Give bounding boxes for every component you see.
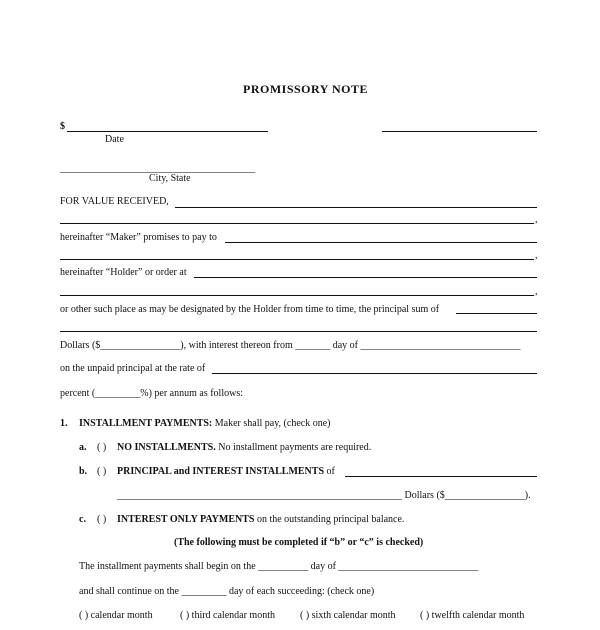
installment-payments-rest: Maker shall pay, (check one) bbox=[212, 418, 331, 429]
dollar-sign: $ bbox=[60, 121, 65, 132]
option-c-letter: c. bbox=[79, 514, 86, 525]
choice-calendar-month[interactable]: ( ) calendar month bbox=[79, 610, 153, 621]
rate-field[interactable] bbox=[212, 373, 537, 374]
date-label: Date bbox=[105, 134, 124, 145]
section-1-number: 1. bbox=[60, 418, 68, 429]
option-b-dollars-line: _________________________________________________________ Dollars ($________________). bbox=[117, 490, 531, 501]
comma-mark: , bbox=[535, 250, 538, 261]
installment-payments-bold: INSTALLMENT PAYMENTS: bbox=[79, 418, 213, 429]
option-b-letter: b. bbox=[79, 466, 88, 477]
percent-text: percent (_________%) per annum as follows: bbox=[60, 388, 244, 399]
unpaid-principal-text: on the unpaid principal at the rate of bbox=[60, 363, 206, 374]
comma-mark: , bbox=[535, 214, 538, 225]
option-a-letter: a. bbox=[79, 442, 87, 453]
payee-field-line-2[interactable] bbox=[60, 223, 534, 224]
installment-amount-field[interactable] bbox=[345, 476, 537, 477]
amount-field[interactable] bbox=[67, 131, 268, 132]
following-instruction: (The following must be completed if “b” or “c” is checked) bbox=[174, 537, 424, 548]
option-c-bold: INTEREST ONLY PAYMENTS bbox=[117, 514, 255, 525]
option-c-text bbox=[117, 514, 404, 526]
principal-sum-field-line-2[interactable] bbox=[60, 331, 537, 332]
option-b-text bbox=[117, 466, 335, 478]
holder-name-field-line-1[interactable] bbox=[225, 242, 537, 243]
date-field[interactable] bbox=[382, 131, 537, 132]
document-title: PROMISSORY NOTE bbox=[243, 82, 368, 96]
holder-text: hereinafter “Holder” or order at bbox=[60, 267, 187, 278]
option-a-bold: NO INSTALLMENTS. bbox=[117, 442, 216, 453]
installment-payments-heading bbox=[79, 418, 330, 430]
option-a-rest: No installment payments are required. bbox=[215, 442, 372, 453]
other-place-text: or other such place as may be designated by the Holder from time to time, the principal sum of bbox=[60, 304, 440, 315]
option-b-checkbox[interactable]: ( ) bbox=[97, 466, 107, 477]
section-number bbox=[60, 418, 68, 430]
installment-begin-text: The installment payments shall begin on the __________ day of ____________________________ bbox=[79, 561, 479, 572]
maker-text: hereinafter “Maker” promises to pay to bbox=[60, 232, 217, 243]
dollars-interest-text: Dollars ($________________), with interest thereon from _______ day of ________________________________ bbox=[60, 340, 521, 351]
city-state-label: City, State bbox=[149, 173, 191, 184]
option-c-checkbox[interactable]: ( ) bbox=[97, 514, 107, 525]
choice-twelfth-calendar-month[interactable]: ( ) twelfth calendar month bbox=[420, 610, 525, 621]
option-b-rest: of bbox=[324, 466, 335, 477]
option-b-bold: PRINCIPAL and INTEREST INSTALLMENTS bbox=[117, 466, 325, 477]
address-field-line-2[interactable] bbox=[60, 295, 534, 296]
option-a-text bbox=[117, 442, 371, 454]
option-c-rest: on the outstanding principal balance. bbox=[254, 514, 405, 525]
holder-name-field-line-2[interactable] bbox=[60, 259, 534, 260]
comma-mark: , bbox=[535, 286, 538, 297]
installment-continue-text: and shall continue on the _________ day of each succeeding: (check one) bbox=[79, 586, 375, 597]
choice-third-calendar-month[interactable]: ( ) third calendar month bbox=[180, 610, 275, 621]
option-a-checkbox[interactable]: ( ) bbox=[97, 442, 107, 453]
choice-sixth-calendar-month[interactable]: ( ) sixth calendar month bbox=[300, 610, 396, 621]
address-field-line-1[interactable] bbox=[194, 277, 537, 278]
payee-field-line-1[interactable] bbox=[175, 207, 537, 208]
city-state-field[interactable]: _______________________________________ bbox=[60, 163, 255, 174]
principal-sum-field-line-1[interactable] bbox=[456, 313, 537, 314]
for-value-received-text: FOR VALUE RECEIVED, bbox=[60, 196, 169, 207]
